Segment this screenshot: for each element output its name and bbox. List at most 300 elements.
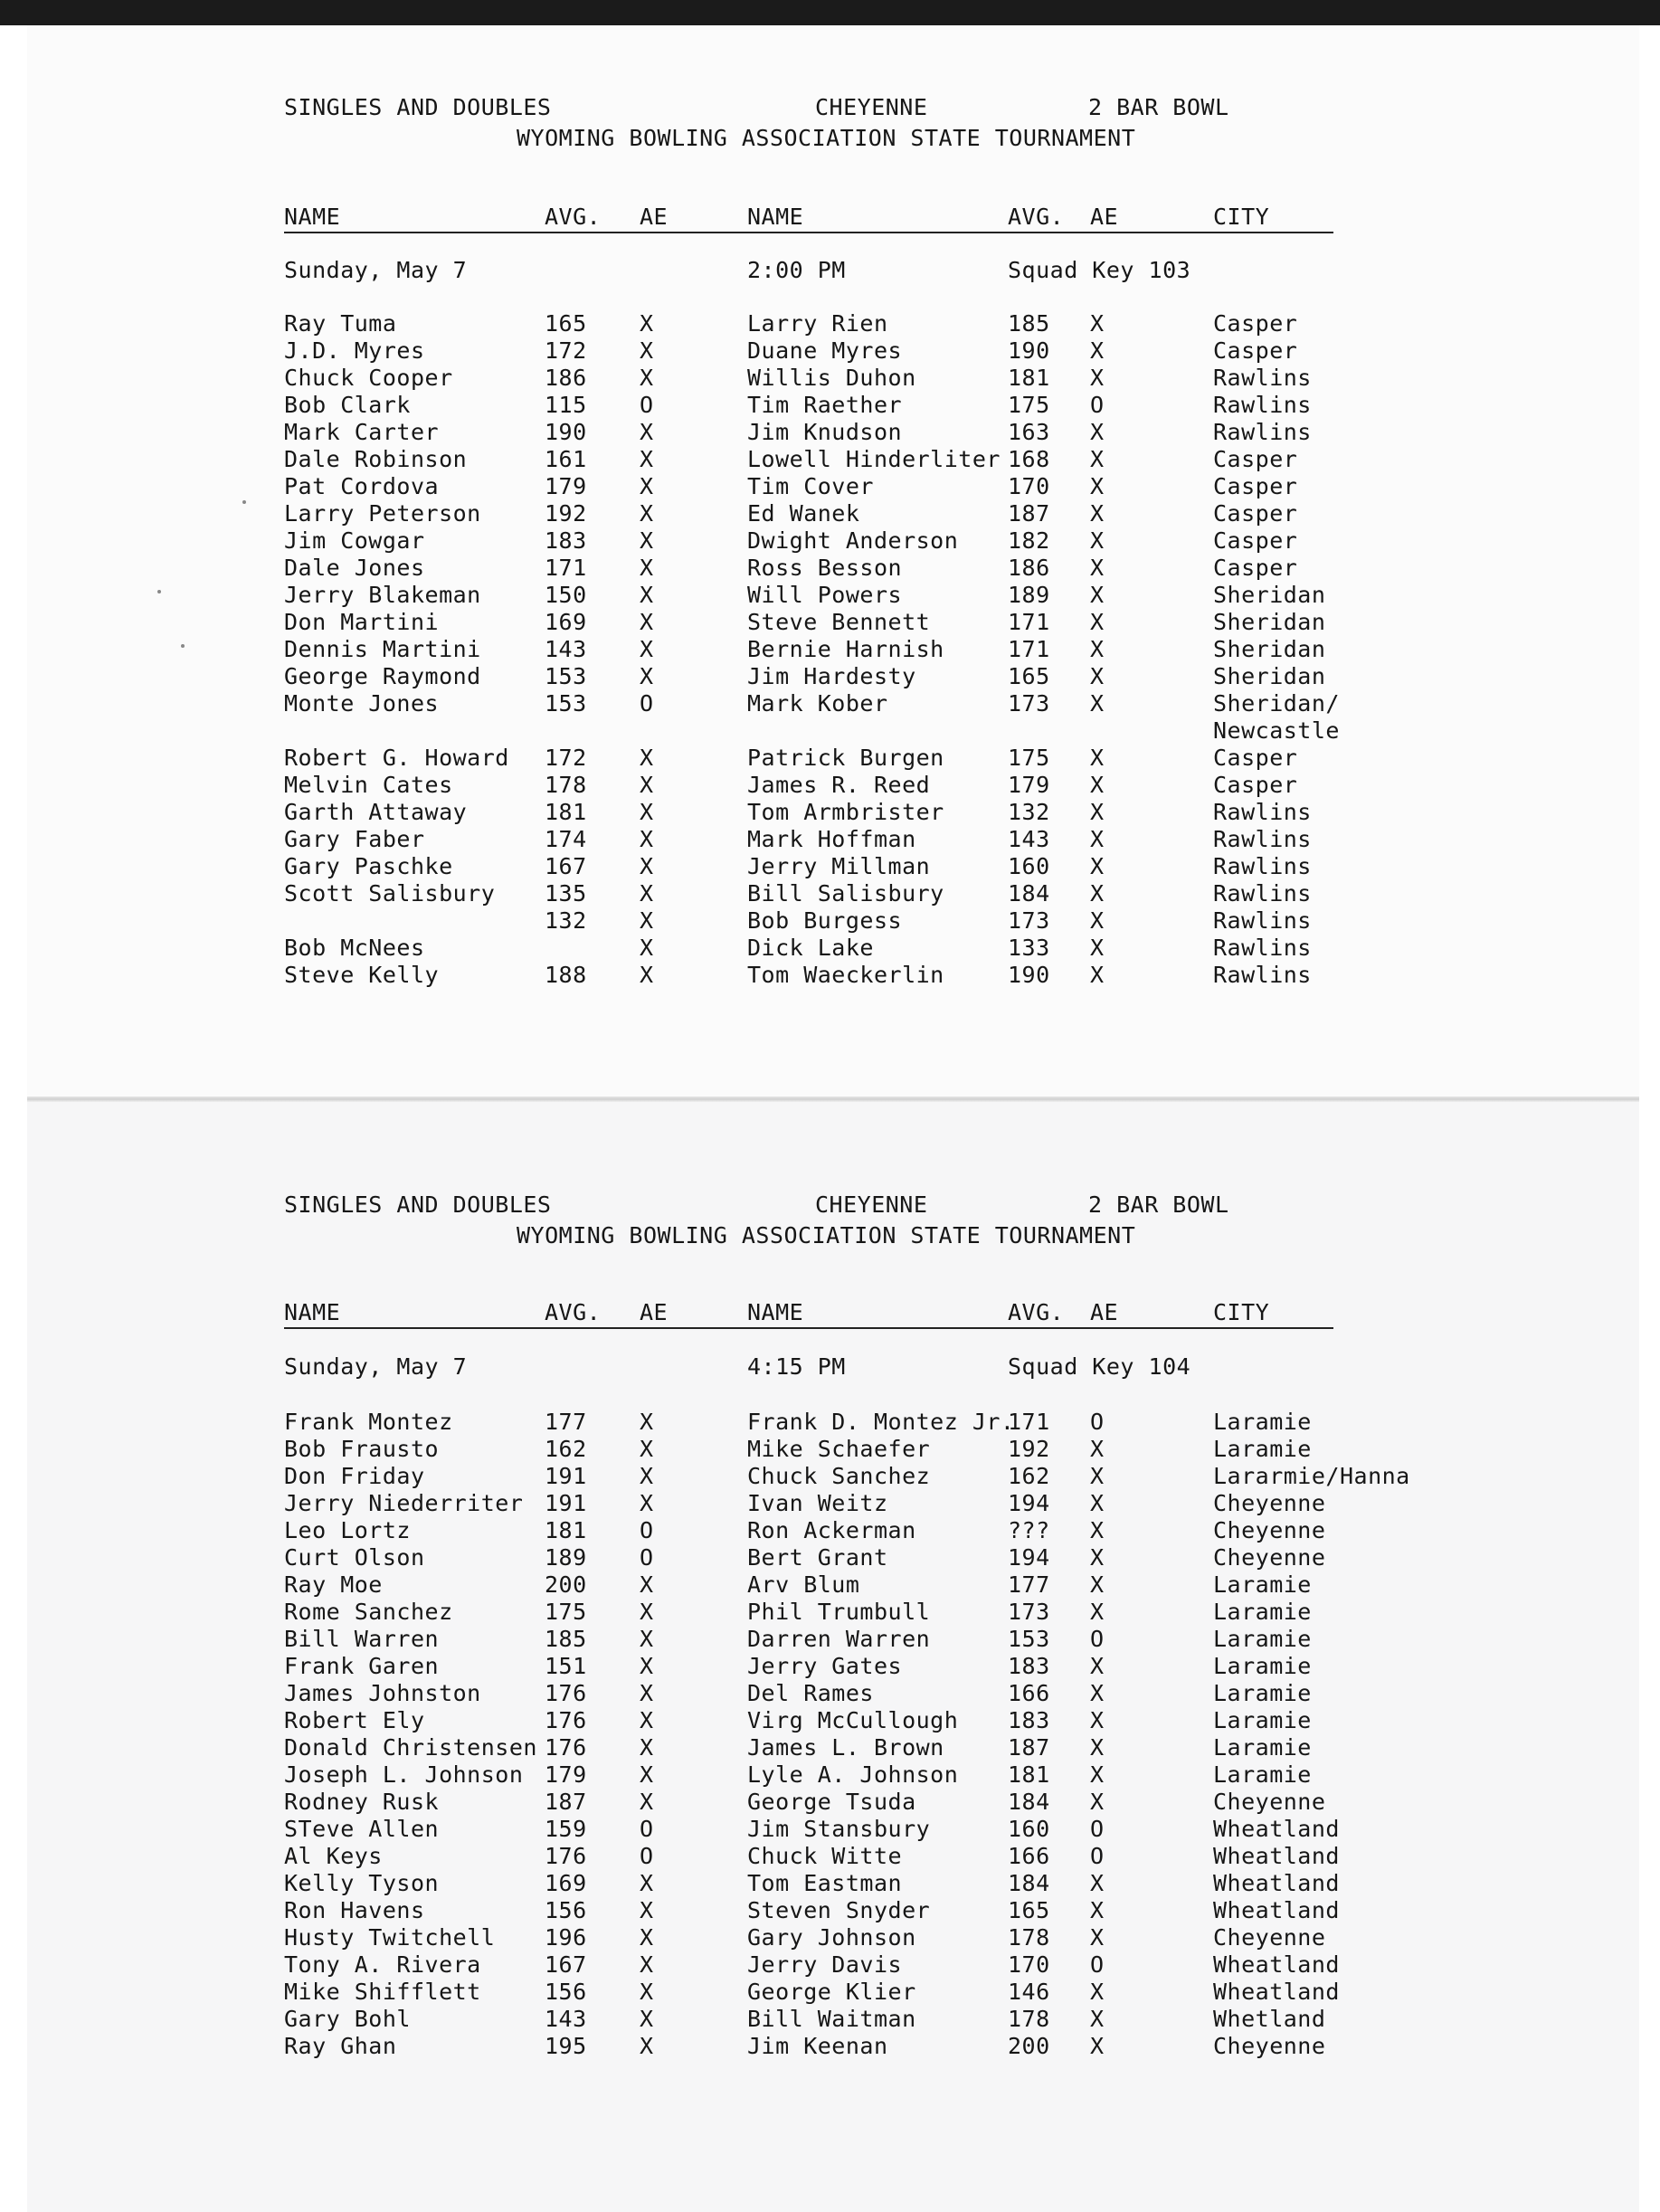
bowler-name: Gary Paschke bbox=[284, 853, 453, 879]
team-city: Laramie bbox=[1213, 1626, 1312, 1652]
partner-name: Tom Eastman bbox=[747, 1870, 903, 1896]
partner-name: Jim Stansbury bbox=[747, 1816, 931, 1842]
squad-time: 4:15 PM bbox=[747, 1353, 846, 1380]
bowler-average: 186 bbox=[545, 365, 587, 391]
partner-name: Bernie Harnish bbox=[747, 636, 944, 662]
team-city: Whetland bbox=[1213, 2006, 1326, 2032]
bowler-average: 200 bbox=[545, 1571, 587, 1598]
partner-ae-mark: X bbox=[1090, 555, 1105, 581]
squad-key: Squad Key 104 bbox=[1008, 1353, 1191, 1380]
partner-average: 173 bbox=[1008, 907, 1050, 934]
partner-name: Darren Warren bbox=[747, 1626, 931, 1652]
partner-ae-mark: X bbox=[1090, 1789, 1105, 1815]
partner-ae-mark: X bbox=[1090, 365, 1105, 391]
partner-ae-mark: X bbox=[1090, 745, 1105, 771]
bowler-name: Bill Warren bbox=[284, 1626, 440, 1652]
bowler-average: 169 bbox=[545, 1870, 587, 1896]
bowler-name: Steve Kelly bbox=[284, 962, 440, 988]
partner-ae-mark: X bbox=[1090, 1571, 1105, 1598]
bowler-ae-mark: X bbox=[640, 527, 654, 554]
bowler-ae-mark: X bbox=[640, 1436, 654, 1462]
partner-ae-mark: X bbox=[1090, 310, 1105, 337]
partner-name: Willis Duhon bbox=[747, 365, 916, 391]
bowler-name: Joseph L. Johnson bbox=[284, 1761, 524, 1788]
partner-name: Tim Cover bbox=[747, 473, 874, 499]
team-city: Laramie bbox=[1213, 1436, 1312, 1462]
team-city: Laramie bbox=[1213, 1571, 1312, 1598]
bowler-ae-mark: O bbox=[640, 1816, 654, 1842]
page-top-edge bbox=[0, 0, 1660, 25]
bowler-name: Don Martini bbox=[284, 609, 440, 635]
bowler-name: Monte Jones bbox=[284, 690, 440, 717]
partner-average: 132 bbox=[1008, 799, 1050, 825]
bowler-ae-mark: X bbox=[640, 1870, 654, 1896]
partner-ae-mark: X bbox=[1090, 473, 1105, 499]
team-city: Rawlins bbox=[1213, 853, 1312, 879]
team-city: Rawlins bbox=[1213, 907, 1312, 934]
bowler-average: 143 bbox=[545, 636, 587, 662]
column-header-name: NAME bbox=[747, 1299, 804, 1325]
bowler-name: Dale Jones bbox=[284, 555, 425, 581]
partner-ae-mark: X bbox=[1090, 1707, 1105, 1733]
team-city: Wheatland bbox=[1213, 1816, 1340, 1842]
partner-average: 183 bbox=[1008, 1653, 1050, 1679]
team-city: Cheyenne bbox=[1213, 1789, 1326, 1815]
bowler-average: 172 bbox=[545, 337, 587, 364]
bowler-name: Don Friday bbox=[284, 1463, 425, 1489]
header-venue: 2 BAR BOWL bbox=[1088, 94, 1229, 120]
partner-name: Jerry Gates bbox=[747, 1653, 903, 1679]
team-city: Wheatland bbox=[1213, 1951, 1340, 1978]
header-underline bbox=[284, 232, 1333, 233]
bowler-ae-mark: X bbox=[640, 419, 654, 445]
partner-average: 181 bbox=[1008, 1761, 1050, 1788]
bowler-ae-mark: X bbox=[640, 1626, 654, 1652]
column-header-name: NAME bbox=[747, 204, 804, 230]
partner-name: Tom Waeckerlin bbox=[747, 962, 944, 988]
bowler-average: 135 bbox=[545, 880, 587, 907]
bowler-name: Frank Montez bbox=[284, 1409, 453, 1435]
bowler-name: Pat Cordova bbox=[284, 473, 440, 499]
partner-ae-mark: X bbox=[1090, 907, 1105, 934]
team-city: Cheyenne bbox=[1213, 1924, 1326, 1951]
partner-ae-mark: X bbox=[1090, 2033, 1105, 2059]
partner-ae-mark: X bbox=[1090, 2006, 1105, 2032]
team-city: Laramie bbox=[1213, 1680, 1312, 1706]
bowler-name: Melvin Cates bbox=[284, 772, 453, 798]
partner-average: 143 bbox=[1008, 826, 1050, 852]
column-header-avg: AVG. bbox=[545, 1299, 602, 1325]
partner-name: George Tsuda bbox=[747, 1789, 916, 1815]
bowler-ae-mark: X bbox=[640, 907, 654, 934]
bowler-name: Curt Olson bbox=[284, 1544, 425, 1571]
partner-name: Bill Waitman bbox=[747, 2006, 916, 2032]
partner-average: 177 bbox=[1008, 1571, 1050, 1598]
partner-ae-mark: X bbox=[1090, 527, 1105, 554]
bowler-average: 185 bbox=[545, 1626, 587, 1652]
bowler-ae-mark: X bbox=[640, 1979, 654, 2005]
partner-name: Del Rames bbox=[747, 1680, 874, 1706]
paper-speck bbox=[181, 644, 185, 648]
bowler-name: Chuck Cooper bbox=[284, 365, 453, 391]
bowler-average: 176 bbox=[545, 1680, 587, 1706]
partner-name: Mike Schaefer bbox=[747, 1436, 931, 1462]
partner-ae-mark: X bbox=[1090, 1734, 1105, 1761]
team-city: Laramie bbox=[1213, 1761, 1312, 1788]
bowler-ae-mark: X bbox=[640, 2006, 654, 2032]
bowler-ae-mark: X bbox=[640, 500, 654, 527]
team-city: Laramie bbox=[1213, 1707, 1312, 1733]
team-city: Cheyenne bbox=[1213, 1544, 1326, 1571]
bowler-average: 161 bbox=[545, 446, 587, 472]
partner-name: Dick Lake bbox=[747, 935, 874, 961]
bowler-average: 132 bbox=[545, 907, 587, 934]
bowler-average: 183 bbox=[545, 527, 587, 554]
partner-average: 183 bbox=[1008, 1707, 1050, 1733]
bowler-name: Leo Lortz bbox=[284, 1517, 411, 1543]
bowler-ae-mark: X bbox=[640, 1571, 654, 1598]
bowler-average: 176 bbox=[545, 1734, 587, 1761]
bowler-ae-mark: X bbox=[640, 473, 654, 499]
partner-average: 186 bbox=[1008, 555, 1050, 581]
partner-average: ??? bbox=[1008, 1517, 1050, 1543]
partner-ae-mark: X bbox=[1090, 962, 1105, 988]
bowler-average: 181 bbox=[545, 1517, 587, 1543]
partner-name: Jerry Millman bbox=[747, 853, 931, 879]
team-city: Casper bbox=[1213, 473, 1298, 499]
partner-average: 173 bbox=[1008, 1599, 1050, 1625]
bowler-ae-mark: X bbox=[640, 337, 654, 364]
bowler-ae-mark: X bbox=[640, 663, 654, 689]
bowler-name: Rodney Rusk bbox=[284, 1789, 440, 1815]
partner-average: 175 bbox=[1008, 745, 1050, 771]
bowler-name: Dennis Martini bbox=[284, 636, 481, 662]
column-header-avg: AVG. bbox=[545, 204, 602, 230]
partner-ae-mark: O bbox=[1090, 1626, 1105, 1652]
bowler-average: 156 bbox=[545, 1979, 587, 2005]
partner-average: 184 bbox=[1008, 1789, 1050, 1815]
header-event-type: SINGLES AND DOUBLES bbox=[284, 94, 552, 120]
column-header-ae: AE bbox=[1090, 1299, 1119, 1325]
bowler-ae-mark: X bbox=[640, 1409, 654, 1435]
partner-name: Duane Myres bbox=[747, 337, 903, 364]
bowler-name: Robert Ely bbox=[284, 1707, 425, 1733]
bowler-name: Robert G. Howard bbox=[284, 745, 509, 771]
bowler-ae-mark: X bbox=[640, 2033, 654, 2059]
partner-ae-mark: O bbox=[1090, 1816, 1105, 1842]
bowler-name: Gary Bohl bbox=[284, 2006, 411, 2032]
bowler-average: 177 bbox=[545, 1409, 587, 1435]
partner-average: 166 bbox=[1008, 1843, 1050, 1869]
partner-average: 153 bbox=[1008, 1626, 1050, 1652]
partner-average: 189 bbox=[1008, 582, 1050, 608]
partner-ae-mark: X bbox=[1090, 772, 1105, 798]
column-header-ae: AE bbox=[1090, 204, 1119, 230]
bowler-average: 159 bbox=[545, 1816, 587, 1842]
bowler-ae-mark: X bbox=[640, 1599, 654, 1625]
tournament-title: WYOMING BOWLING ASSOCIATION STATE TOURNAMENT bbox=[517, 1222, 1136, 1248]
team-city: Rawlins bbox=[1213, 826, 1312, 852]
team-city: Casper bbox=[1213, 310, 1298, 337]
squad-time: 2:00 PM bbox=[747, 257, 846, 283]
team-city: Rawlins bbox=[1213, 962, 1312, 988]
team-city: Rawlins bbox=[1213, 880, 1312, 907]
bowler-ae-mark: X bbox=[640, 853, 654, 879]
partner-average: 184 bbox=[1008, 1870, 1050, 1896]
partner-ae-mark: X bbox=[1090, 636, 1105, 662]
partner-ae-mark: X bbox=[1090, 1436, 1105, 1462]
partner-ae-mark: O bbox=[1090, 392, 1105, 418]
bowler-average: 165 bbox=[545, 310, 587, 337]
team-city: Sheridan bbox=[1213, 636, 1326, 662]
column-header-city: CITY bbox=[1213, 1299, 1270, 1325]
bowler-name: Al Keys bbox=[284, 1843, 383, 1869]
bowler-average: 181 bbox=[545, 799, 587, 825]
partner-average: 163 bbox=[1008, 419, 1050, 445]
partner-ae-mark: X bbox=[1090, 419, 1105, 445]
bowler-name: Dale Robinson bbox=[284, 446, 468, 472]
partner-ae-mark: X bbox=[1090, 853, 1105, 879]
partner-average: 173 bbox=[1008, 690, 1050, 717]
bowler-average: 171 bbox=[545, 555, 587, 581]
team-city: Casper bbox=[1213, 446, 1298, 472]
bowler-average: 169 bbox=[545, 609, 587, 635]
team-city: Casper bbox=[1213, 527, 1298, 554]
team-city: Lararmie/Hanna bbox=[1213, 1463, 1410, 1489]
partner-average: 185 bbox=[1008, 310, 1050, 337]
partner-average: 182 bbox=[1008, 527, 1050, 554]
bowler-average: 151 bbox=[545, 1653, 587, 1679]
squad-key: Squad Key 103 bbox=[1008, 257, 1191, 283]
bowler-ae-mark: X bbox=[640, 365, 654, 391]
partner-name: Ed Wanek bbox=[747, 500, 860, 527]
partner-average: 175 bbox=[1008, 392, 1050, 418]
partner-average: 178 bbox=[1008, 1924, 1050, 1951]
partner-ae-mark: X bbox=[1090, 1544, 1105, 1571]
bowler-name: STeve Allen bbox=[284, 1816, 440, 1842]
partner-name: Gary Johnson bbox=[747, 1924, 916, 1951]
partner-name: Bert Grant bbox=[747, 1544, 888, 1571]
bowler-ae-mark: X bbox=[640, 799, 654, 825]
squad-date: Sunday, May 7 bbox=[284, 257, 468, 283]
partner-name: Patrick Burgen bbox=[747, 745, 944, 771]
partner-name: Mark Kober bbox=[747, 690, 888, 717]
partner-ae-mark: X bbox=[1090, 1653, 1105, 1679]
team-city: Casper bbox=[1213, 772, 1298, 798]
team-city: Cheyenne bbox=[1213, 1490, 1326, 1516]
partner-name: Mark Hoffman bbox=[747, 826, 916, 852]
partner-ae-mark: X bbox=[1090, 1463, 1105, 1489]
partner-name: Dwight Anderson bbox=[747, 527, 959, 554]
bowler-average: 191 bbox=[545, 1490, 587, 1516]
bowler-average: 175 bbox=[545, 1599, 587, 1625]
partner-name: Will Powers bbox=[747, 582, 903, 608]
team-city: Rawlins bbox=[1213, 392, 1312, 418]
partner-average: 160 bbox=[1008, 1816, 1050, 1842]
booklet-fold bbox=[27, 1097, 1639, 1102]
bowler-average: 190 bbox=[545, 419, 587, 445]
partner-ae-mark: X bbox=[1090, 1870, 1105, 1896]
bowler-ae-mark: X bbox=[640, 446, 654, 472]
partner-average: 162 bbox=[1008, 1463, 1050, 1489]
team-city: Casper bbox=[1213, 500, 1298, 527]
bowler-ae-mark: X bbox=[640, 1734, 654, 1761]
team-city: Newcastle bbox=[1213, 717, 1340, 744]
partner-ae-mark: X bbox=[1090, 826, 1105, 852]
team-city: Laramie bbox=[1213, 1599, 1312, 1625]
column-header-name: NAME bbox=[284, 204, 341, 230]
bowler-ae-mark: X bbox=[640, 1897, 654, 1923]
partner-ae-mark: X bbox=[1090, 663, 1105, 689]
bowler-name: J.D. Myres bbox=[284, 337, 425, 364]
squad-date: Sunday, May 7 bbox=[284, 1353, 468, 1380]
team-city: Wheatland bbox=[1213, 1979, 1340, 2005]
partner-name: Frank D. Montez Jr. bbox=[747, 1409, 1015, 1435]
column-header-ae: AE bbox=[640, 204, 669, 230]
bowler-average: 189 bbox=[545, 1544, 587, 1571]
paper-speck bbox=[242, 500, 246, 504]
partner-name: Virg McCullough bbox=[747, 1707, 959, 1733]
team-city: Rawlins bbox=[1213, 419, 1312, 445]
partner-ae-mark: X bbox=[1090, 500, 1105, 527]
team-city: Casper bbox=[1213, 555, 1298, 581]
bowler-average: 162 bbox=[545, 1436, 587, 1462]
bowler-ae-mark: O bbox=[640, 392, 654, 418]
partner-name: Lowell Hinderliter bbox=[747, 446, 1001, 472]
partner-name: James R. Reed bbox=[747, 772, 931, 798]
bowler-average: 179 bbox=[545, 1761, 587, 1788]
bowler-ae-mark: O bbox=[640, 1517, 654, 1543]
bowler-average: 115 bbox=[545, 392, 587, 418]
partner-average: 168 bbox=[1008, 446, 1050, 472]
header-venue: 2 BAR BOWL bbox=[1088, 1191, 1229, 1218]
partner-name: Lyle A. Johnson bbox=[747, 1761, 959, 1788]
bowler-ae-mark: X bbox=[640, 555, 654, 581]
partner-name: Jerry Davis bbox=[747, 1951, 903, 1978]
bowler-ae-mark: X bbox=[640, 1924, 654, 1951]
column-header-avg: AVG. bbox=[1008, 204, 1065, 230]
partner-name: Phil Trumbull bbox=[747, 1599, 931, 1625]
partner-average: 160 bbox=[1008, 853, 1050, 879]
bowler-name: Bob McNees bbox=[284, 935, 425, 961]
partner-ae-mark: X bbox=[1090, 1490, 1105, 1516]
bowler-ae-mark: X bbox=[640, 962, 654, 988]
bowler-name: Donald Christensen bbox=[284, 1734, 537, 1761]
bowler-average: 174 bbox=[545, 826, 587, 852]
bowler-name: Rome Sanchez bbox=[284, 1599, 453, 1625]
column-header-city: CITY bbox=[1213, 204, 1270, 230]
team-city: Laramie bbox=[1213, 1653, 1312, 1679]
bowler-name: Gary Faber bbox=[284, 826, 425, 852]
team-city: Wheatland bbox=[1213, 1870, 1340, 1896]
bowler-ae-mark: X bbox=[640, 1707, 654, 1733]
bowler-name: George Raymond bbox=[284, 663, 481, 689]
partner-name: Ron Ackerman bbox=[747, 1517, 916, 1543]
bowler-average: 176 bbox=[545, 1707, 587, 1733]
bowler-ae-mark: X bbox=[640, 582, 654, 608]
team-city: Rawlins bbox=[1213, 935, 1312, 961]
team-city: Sheridan bbox=[1213, 663, 1326, 689]
partner-average: 165 bbox=[1008, 1897, 1050, 1923]
bowler-average: 153 bbox=[545, 690, 587, 717]
partner-ae-mark: X bbox=[1090, 1599, 1105, 1625]
bowler-ae-mark: X bbox=[640, 826, 654, 852]
partner-average: 146 bbox=[1008, 1979, 1050, 2005]
bowler-name: Ray Tuma bbox=[284, 310, 397, 337]
bowler-ae-mark: X bbox=[640, 1761, 654, 1788]
bowler-average: 172 bbox=[545, 745, 587, 771]
bowler-average: 167 bbox=[545, 1951, 587, 1978]
partner-name: Chuck Sanchez bbox=[747, 1463, 931, 1489]
bowler-average: 179 bbox=[545, 473, 587, 499]
bowler-ae-mark: X bbox=[640, 880, 654, 907]
paper-speck bbox=[157, 590, 161, 593]
bowler-name: Jim Cowgar bbox=[284, 527, 425, 554]
partner-name: Steven Snyder bbox=[747, 1897, 931, 1923]
column-header-avg: AVG. bbox=[1008, 1299, 1065, 1325]
bowler-ae-mark: X bbox=[640, 745, 654, 771]
partner-average: 200 bbox=[1008, 2033, 1050, 2059]
partner-ae-mark: X bbox=[1090, 1517, 1105, 1543]
bowler-average: 195 bbox=[545, 2033, 587, 2059]
bowler-name: Jerry Blakeman bbox=[284, 582, 481, 608]
bowler-average: 153 bbox=[545, 663, 587, 689]
team-city: Casper bbox=[1213, 745, 1298, 771]
bowler-average: 176 bbox=[545, 1843, 587, 1869]
bowler-average: 196 bbox=[545, 1924, 587, 1951]
bowler-average: 150 bbox=[545, 582, 587, 608]
partner-average: 170 bbox=[1008, 473, 1050, 499]
partner-name: Ross Besson bbox=[747, 555, 903, 581]
partner-ae-mark: X bbox=[1090, 690, 1105, 717]
partner-average: 190 bbox=[1008, 962, 1050, 988]
bowler-ae-mark: O bbox=[640, 1544, 654, 1571]
partner-average: 165 bbox=[1008, 663, 1050, 689]
header-underline bbox=[284, 1327, 1333, 1329]
header-event-type: SINGLES AND DOUBLES bbox=[284, 1191, 552, 1218]
partner-average: 194 bbox=[1008, 1490, 1050, 1516]
bowler-ae-mark: X bbox=[640, 772, 654, 798]
team-city: Wheatland bbox=[1213, 1897, 1340, 1923]
partner-average: 166 bbox=[1008, 1680, 1050, 1706]
team-city: Casper bbox=[1213, 337, 1298, 364]
partner-name: Jim Knudson bbox=[747, 419, 903, 445]
bowler-name: Larry Peterson bbox=[284, 500, 481, 527]
bowler-ae-mark: X bbox=[640, 1951, 654, 1978]
bowler-average: 178 bbox=[545, 772, 587, 798]
partner-name: Steve Bennett bbox=[747, 609, 931, 635]
bowler-ae-mark: X bbox=[640, 1463, 654, 1489]
bowler-name: Husty Twitchell bbox=[284, 1924, 496, 1951]
partner-name: Jim Hardesty bbox=[747, 663, 916, 689]
bowler-average: 156 bbox=[545, 1897, 587, 1923]
team-city: Sheridan bbox=[1213, 609, 1326, 635]
partner-average: 184 bbox=[1008, 880, 1050, 907]
partner-average: 187 bbox=[1008, 1734, 1050, 1761]
partner-average: 170 bbox=[1008, 1951, 1050, 1978]
partner-name: George Klier bbox=[747, 1979, 916, 2005]
bowler-name: Ray Ghan bbox=[284, 2033, 397, 2059]
bowler-average: 192 bbox=[545, 500, 587, 527]
bowler-ae-mark: X bbox=[640, 1680, 654, 1706]
partner-average: 178 bbox=[1008, 2006, 1050, 2032]
bowler-ae-mark: X bbox=[640, 1653, 654, 1679]
bowler-name: Frank Garen bbox=[284, 1653, 440, 1679]
partner-ae-mark: X bbox=[1090, 1761, 1105, 1788]
partner-name: Chuck Witte bbox=[747, 1843, 903, 1869]
partner-average: 171 bbox=[1008, 636, 1050, 662]
bowler-average: 191 bbox=[545, 1463, 587, 1489]
